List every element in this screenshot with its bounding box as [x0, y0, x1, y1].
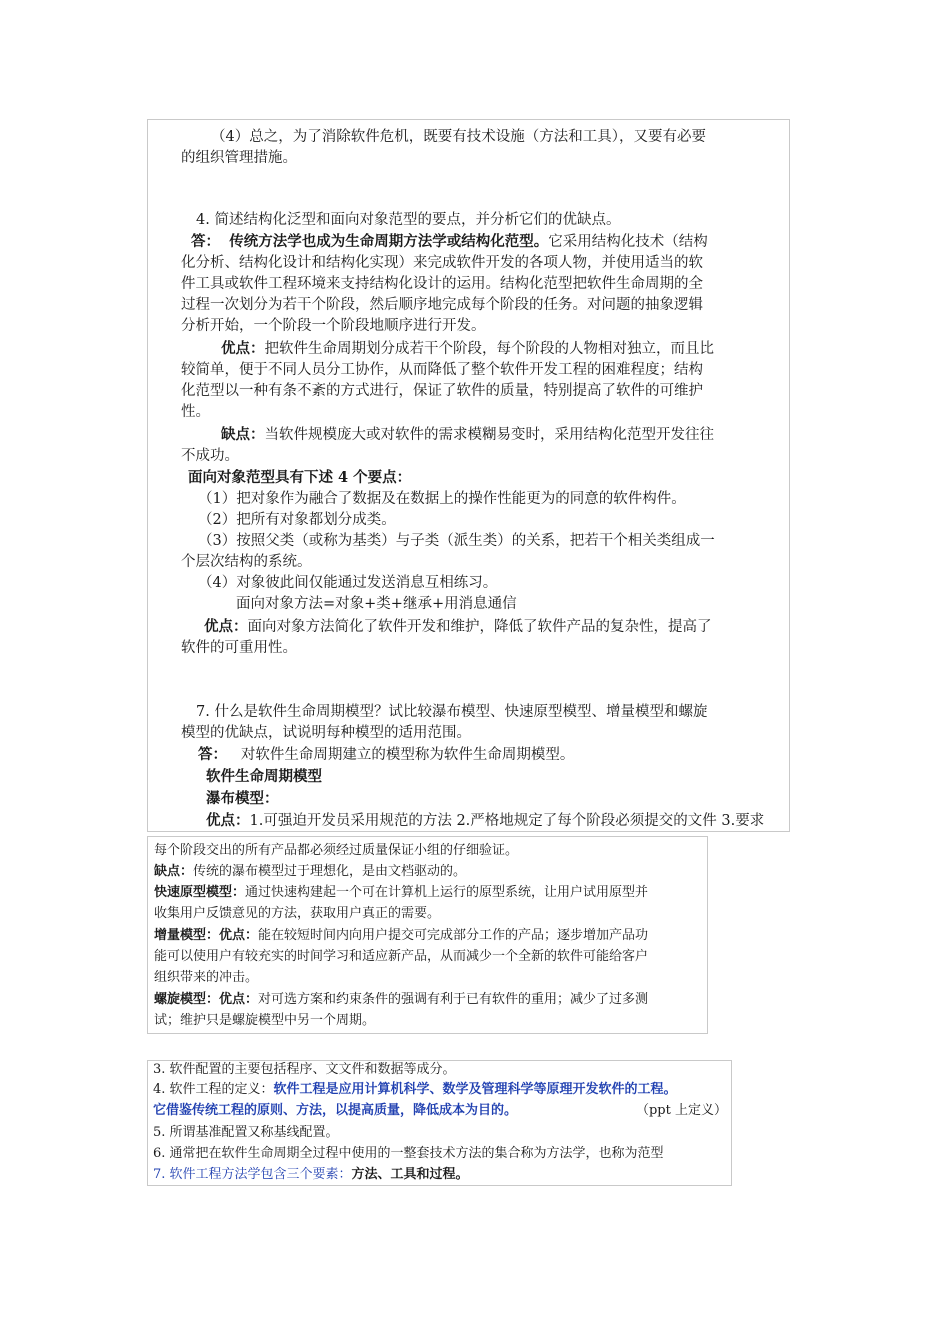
spiral-line	[154, 991, 648, 1009]
cons-text: 传统的瀑布模型过于理想化，是由文档驱动的。	[193, 864, 467, 879]
paragraph-line: 能可以使用户有较充实的时间学习和适应新产品，从而减少一个全新的软件可能给客户	[154, 949, 649, 964]
paragraph-line: 较简单，便于不同人员分工协作，从而降低了整个软件开发工程的困难程度；结构	[181, 362, 703, 378]
pros-label: 优点：	[221, 340, 265, 357]
paragraph-line: 化分析、结构化设计和结构化实现）来完成软件开发的各项人物，并使用适当的软	[181, 255, 703, 271]
lifecycle-heading: 软件生命周期模型	[206, 768, 322, 785]
oo-point-4: （4）对象彼此间仅能通过发送消息互相练习。	[198, 575, 498, 591]
pros-text: 面向对象方法简化了软件开发和维护，降低了软件产品的复杂性，提高了	[247, 619, 712, 635]
answer-7-line	[198, 746, 574, 764]
paragraph-line: 模型的优缺点，试说明每种模型的适用范围。	[181, 725, 471, 741]
note-3: 3. 软件配置的主要包括程序、文文件和数据等成分。	[153, 1062, 456, 1077]
paragraph-line: 过程一次划分为若干个阶段，然后顺序地完成每个阶段的任务。对问题的抽象逻辑	[181, 297, 703, 313]
question-4: 4. 简述结构化泛型和面向对象范型的要点，并分析它们的优缺点。	[196, 212, 621, 228]
spiral-text: 对可选方案和约束条件的强调有利于已有软件的重用；减少了过多测	[258, 992, 649, 1007]
incremental-label: 增量模型：优点：	[154, 928, 259, 943]
note-6: 6. 通常把在软件生命周期全过程中使用的一整套技术方法的集合称为方法学，也称为范型	[153, 1146, 664, 1161]
answer-label: 答：	[198, 746, 227, 763]
note-4-source: （ppt 上定义）	[635, 1103, 727, 1118]
paragraph-line: 试；维护只是螺旋模型中另一个周期。	[154, 1013, 376, 1028]
answer-label: 答：	[191, 233, 220, 250]
oo-heading: 面向对象范型具有下述 4 个要点：	[188, 469, 412, 486]
cons-text: 当软件规模庞大或对软件的需求模糊易变时，采用结构化范型开发往往	[264, 427, 714, 443]
note-7-prefix: 7. 软件工程方法学包含三个要素：	[153, 1167, 352, 1182]
oo-formula: 面向对象方法=对象+类+继承+用消息通信	[236, 596, 517, 612]
cons-label: 缺点：	[221, 426, 265, 443]
paragraph-line: 个层次结构的系统。	[181, 554, 312, 570]
paragraph-line: 收集用户反馈意见的方法，获取用户真正的需要。	[154, 906, 441, 921]
paragraph-line: 件工具或软件工程环境来支持结构化设计的运用。结构化范型把软件生命周期的全	[181, 276, 703, 292]
pros-line	[221, 340, 714, 358]
notes-box-software-engineering	[147, 1060, 732, 1186]
pros-text: 1.可强迫开发员采用规范的方法 2.严格地规定了每个阶段必须提交的文件 3.要求	[249, 813, 765, 829]
cons-label: 缺点：	[154, 864, 194, 879]
paragraph-line: 不成功。	[181, 448, 239, 464]
note-5: 5. 所谓基准配置又称基线配置。	[153, 1125, 339, 1140]
answer-box-models	[147, 836, 708, 1034]
note-4-continued	[153, 1102, 727, 1120]
cons-line	[221, 426, 714, 444]
paragraph-line: 每个阶段交出的所有产品都必须经过质量保证小组的仔细验证。	[154, 843, 519, 858]
note-4-prefix: 4. 软件工程的定义：	[153, 1082, 274, 1097]
incremental-line	[154, 927, 648, 945]
question-7: 7. 什么是软件生命周期模型？试比较瀑布模型、快速原型模型、增量模型和螺旋	[196, 704, 708, 720]
note-4-definition: 软件工程是应用计算机科学、数学及管理科学等原理开发软件的工程。	[273, 1082, 677, 1097]
answer-4-line	[191, 233, 708, 251]
spiral-label: 螺旋模型：优点：	[154, 992, 259, 1007]
waterfall-cons-line	[154, 863, 466, 881]
oo-pros-line	[204, 618, 712, 636]
paragraph-line: （4）总之，为了消除软件危机，既要有技术设施（方法和工具），又要有必要	[211, 129, 706, 145]
paragraph-line: 性。	[181, 404, 210, 420]
paragraph-line: 化范型以一种有条不紊的方式进行，保证了软件的质量，特别提高了软件的可维护	[181, 383, 703, 399]
rapid-prototype-label: 快速原型模型：	[154, 885, 246, 900]
pros-label: 优点：	[204, 618, 248, 635]
answer-bold-text: 传统方法学也成为生命周期方法学或结构化范型。	[229, 233, 549, 250]
pros-text: 把软件生命周期划分成若干个阶段，每个阶段的人物相对独立，而且比	[264, 341, 714, 357]
waterfall-heading: 瀑布模型：	[206, 790, 279, 807]
answer-text: 对软件生命周期建立的模型称为软件生命周期模型。	[240, 747, 575, 763]
paragraph-line: 分析开始，一个阶段一个阶段地顺序进行开发。	[181, 318, 486, 334]
paragraph-line: 组织带来的冲击。	[154, 970, 259, 985]
incremental-text: 能在较短时间内向用户提交可完成部分工作的产品；逐步增加产品功	[258, 928, 649, 943]
answer-box-structured-and-oo	[147, 119, 790, 832]
paragraph-line: 软件的可重用性。	[181, 640, 297, 656]
pros-label: 优点：	[206, 812, 250, 829]
oo-point-3: （3）按照父类（或称为基类）与子类（派生类）的关系，把若干个相关类组成一	[198, 533, 715, 549]
answer-text: 它采用结构化技术（结构	[548, 234, 708, 250]
rapid-prototype-text: 通过快速构建起一个可在计算机上运行的原型系统，让用户试用原型并	[245, 885, 649, 900]
note-7	[153, 1166, 469, 1184]
note-4-definition-continued: 它借鉴传统工程的原则、方法，以提高质量，降低成本为目的。	[153, 1103, 518, 1118]
oo-point-2: （2）把所有对象都划分成类。	[198, 512, 396, 528]
rapid-prototype-line	[154, 884, 648, 902]
waterfall-pros-line	[206, 812, 764, 830]
note-7-elements: 方法、工具和过程。	[351, 1167, 469, 1182]
oo-point-1: （1）把对象作为融合了数据及在数据上的操作性能更为的同意的软件构件。	[198, 491, 686, 507]
note-4	[153, 1081, 677, 1099]
paragraph-line: 的组织管理措施。	[181, 150, 297, 166]
